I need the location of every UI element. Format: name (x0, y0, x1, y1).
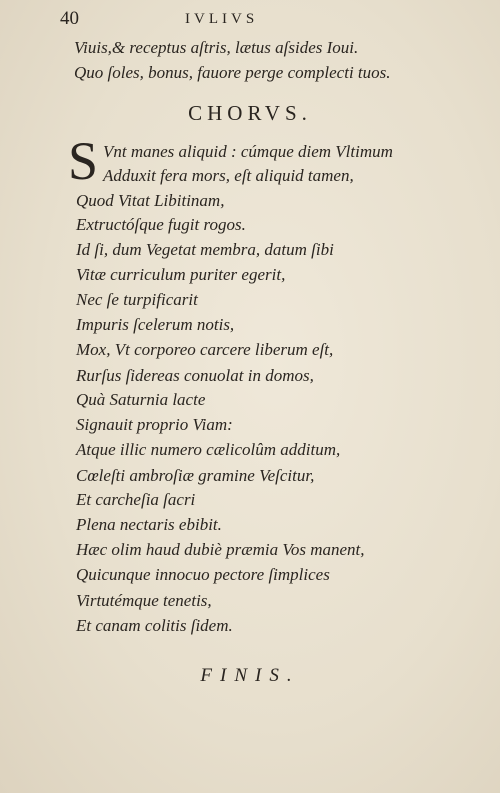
chorus-line: Vitæ curriculum puriter egerit, (76, 265, 286, 284)
chorus-line: Et carcheſia ſacri (76, 490, 196, 509)
chorus-line: Mox, Vt corporeo carcere liberum eſt, (76, 340, 334, 359)
chorus-line: Virtutémque tenetis, (76, 591, 212, 610)
page-header (60, 8, 440, 32)
chorus-line: Rurſus ſidereas conuolat in domos, (76, 366, 314, 385)
running-head: IVLIVS (185, 11, 259, 27)
chorus-heading: CHORVS. (188, 101, 312, 125)
chorus-line: Hæc olim haud dubiè præmia Vos manent, (76, 540, 365, 559)
chorus-line: Id ſi, dum Vegetat membra, datum ſibi (76, 240, 334, 259)
chorus-line: Impuris ſcelerum notis, (76, 315, 235, 334)
chorus-line: Cœleſti ambroſiæ gramine Veſcitur, (76, 466, 315, 485)
verse-line: Quo ſoles, bonus, fauore perge complecti tuos. (74, 63, 391, 82)
chorus-line: Quà Saturnia lacte (76, 390, 206, 409)
page-number: 40 (60, 8, 79, 29)
finis-mark: FINIS. (200, 665, 300, 686)
chorus-line: Vnt manes aliquid : cúmque diem Vltimum (103, 142, 393, 161)
chorus-line: Adduxit fera mors, eſt aliquid tamen, (103, 166, 354, 185)
chorus-line: Plena nectaris ebibit. (76, 515, 222, 534)
verse-line: Viuis,& receptus aſtris, lætus aſsides Ioui. (74, 38, 359, 57)
chorus-line: Signauit proprio Viam: (76, 415, 233, 434)
chorus-line: Quicunque innocuo pectore ſimplices (76, 565, 330, 584)
drop-cap-letter: S (68, 131, 99, 191)
chorus-line: Et canam colitis ſidem. (76, 616, 233, 635)
chorus-line: Atque illic numero cælicolûm additum, (76, 440, 341, 459)
chorus-line: Nec ſe turpificarit (76, 290, 198, 309)
chorus-line: Extructóſque fugit rogos. (76, 215, 246, 234)
chorus-line: Quod Vitat Libitinam, (76, 191, 225, 210)
